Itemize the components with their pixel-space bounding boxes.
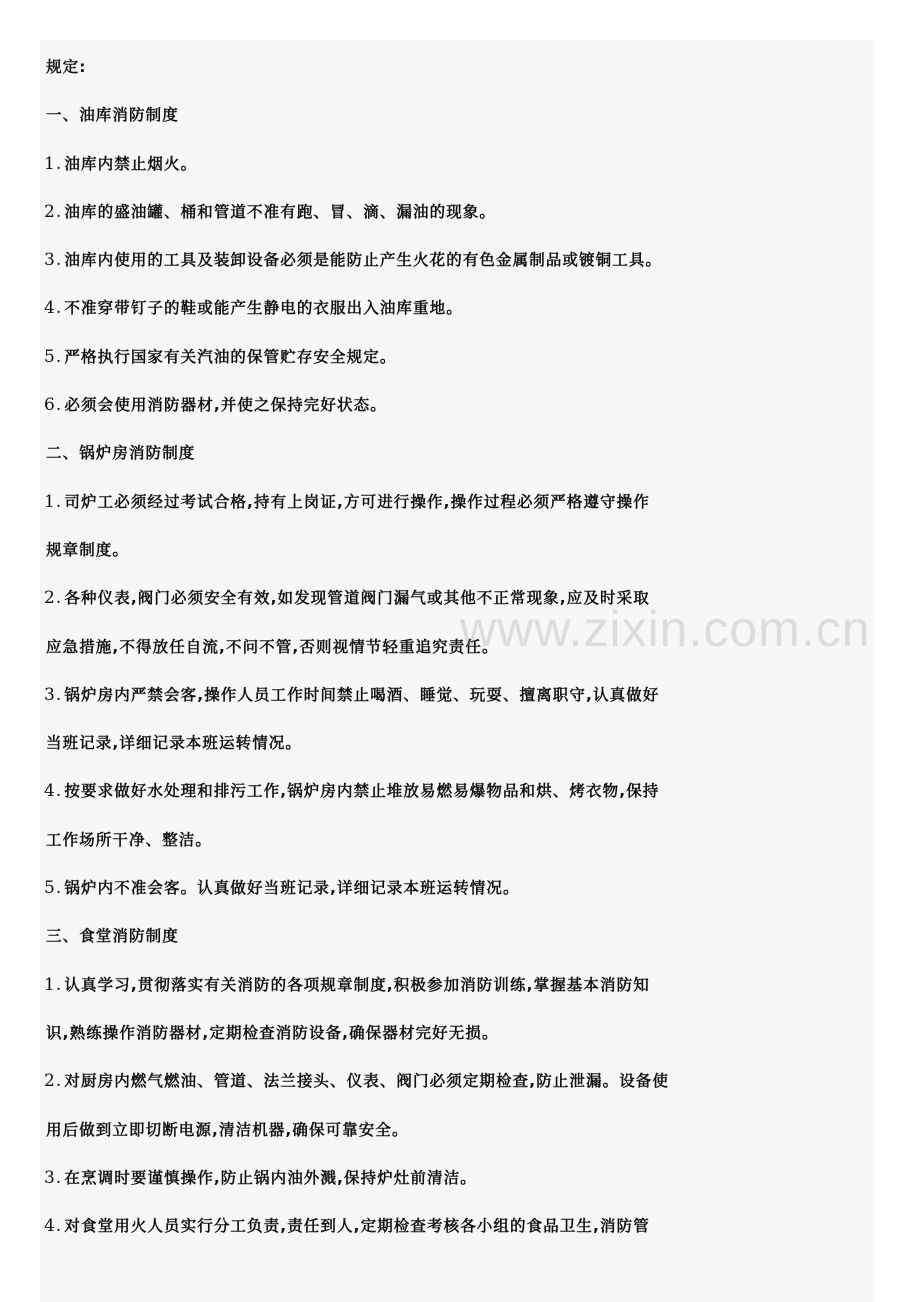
document-line xyxy=(44,1115,872,1163)
document-line xyxy=(44,1066,872,1114)
item-number: 1. xyxy=(44,491,63,512)
document-line xyxy=(44,776,872,824)
item-number: 3. xyxy=(44,250,63,271)
line-text: 按要求做好水处理和排污工作,锅炉房内禁止堆放易燃易爆物品和烘、烤衣物,保持 xyxy=(64,782,660,801)
item-number: 5. xyxy=(44,878,63,899)
line-text: 规章制度。 xyxy=(46,540,130,559)
item-number: 4. xyxy=(44,1216,63,1237)
line-text: 用后做到立即切断电源,清洁机器,确保可靠安全。 xyxy=(46,1120,409,1139)
section-heading-boiler-room xyxy=(44,438,872,486)
line-text: 严格执行国家有关汽油的保管贮存安全规定。 xyxy=(64,347,397,366)
line-text: 一、油库消防制度 xyxy=(46,106,179,125)
line-text: 认真学习,贯彻落实有关消防的各项规章制度,积极参加消防训练,掌握基本消防知 xyxy=(64,975,650,994)
line-text: 各种仪表,阀门必须安全有效,如发现管道阀门漏气或其他不正常现象,应及时采取 xyxy=(64,589,650,608)
document-line xyxy=(44,583,872,631)
line-text: 在烹调时要谨慎操作,防止锅内油外溅,保持炉灶前清洁。 xyxy=(64,1168,477,1187)
line-text: 应急措施,不得放任自流,不问不管,否则视情节轻重追究责任。 xyxy=(46,637,499,656)
item-number: 1. xyxy=(44,153,63,174)
line-text: 锅炉内不准会客。认真做好当班记录,详细记录本班运转情况。 xyxy=(64,879,520,898)
section-heading-canteen xyxy=(44,921,872,969)
document-line xyxy=(44,149,872,197)
document-body xyxy=(44,52,872,1259)
document-line xyxy=(44,728,872,776)
document-page xyxy=(40,40,874,1302)
item-number: 3. xyxy=(44,1167,63,1188)
line-text: 必须会使用消防器材,并使之保持完好状态。 xyxy=(64,396,387,415)
document-line xyxy=(44,245,872,293)
section-heading-oil-depot xyxy=(44,100,872,148)
document-line xyxy=(44,1018,872,1066)
document-line xyxy=(44,487,872,535)
document-line xyxy=(44,390,872,438)
document-line xyxy=(44,1211,872,1259)
line-text: 不准穿带钉子的鞋或能产生静电的衣服出入油库重地。 xyxy=(64,299,463,318)
item-number: 2. xyxy=(44,201,63,222)
document-line xyxy=(44,1163,872,1211)
item-number: 5. xyxy=(44,346,63,367)
document-line xyxy=(44,52,872,100)
document-line xyxy=(44,873,872,921)
line-text: 对食堂用火人员实行分工负责,责任到人,定期检查考核各小组的食品卫生,消防管 xyxy=(64,1217,650,1236)
line-text: 油库的盛油罐、桶和管道不准有跑、冒、滴、漏油的现象。 xyxy=(64,202,497,221)
line-text: 油库内使用的工具及装卸设备必须是能防止产生火花的有色金属制品或镀铜工具。 xyxy=(64,251,663,270)
line-text: 锅炉房内严禁会客,操作人员工作时间禁止喝酒、睡觉、玩耍、擅离职守,认真做好 xyxy=(64,685,660,704)
document-line xyxy=(44,342,872,390)
document-line xyxy=(44,293,872,341)
watermark: www.zixin.com.cn xyxy=(460,601,871,657)
document-line xyxy=(44,680,872,728)
item-number: 3. xyxy=(44,684,63,705)
document-line xyxy=(44,535,872,583)
line-text: 油库内禁止烟火。 xyxy=(64,154,198,173)
item-number: 4. xyxy=(44,298,63,319)
line-text: 三、食堂消防制度 xyxy=(46,927,179,946)
line-text: 识,熟练操作消防器材,定期检查消防设备,确保器材完好无损。 xyxy=(46,1023,499,1042)
item-number: 2. xyxy=(44,1071,63,1092)
document-line xyxy=(44,970,872,1018)
item-number: 1. xyxy=(44,974,63,995)
line-text: 当班记录,详细记录本班运转情况。 xyxy=(46,734,302,753)
line-text: 工作场所干净、整洁。 xyxy=(46,830,213,849)
item-number: 6. xyxy=(44,395,63,416)
item-number: 2. xyxy=(44,588,63,609)
document-line xyxy=(44,825,872,873)
item-number: 4. xyxy=(44,781,63,802)
line-text: 司炉工必须经过考试合格,持有上岗证,方可进行操作,操作过程必须严格遵守操作 xyxy=(64,492,650,511)
line-text: 对厨房内燃气燃油、管道、法兰接头、仪表、阀门必须定期检查,防止泄漏。设备使 xyxy=(64,1072,670,1091)
line-text: 二、锅炉房消防制度 xyxy=(46,444,196,463)
document-line xyxy=(44,632,872,680)
document-line xyxy=(44,197,872,245)
line-text: 规定: xyxy=(46,58,87,76)
